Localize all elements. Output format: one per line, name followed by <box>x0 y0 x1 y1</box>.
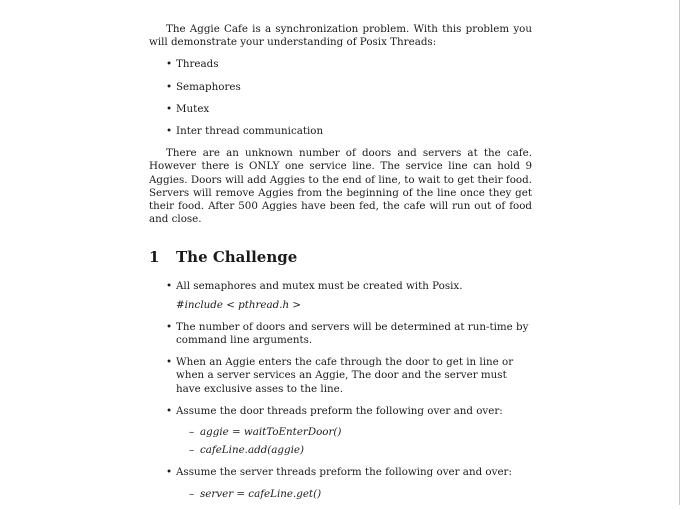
include-directive: #include < pthread.h > <box>176 298 302 311</box>
server-steps-list <box>176 488 532 501</box>
topic-item: • Mutex <box>149 103 532 116</box>
challenge-item <box>149 280 532 311</box>
topic-list <box>149 58 532 138</box>
section-heading <box>149 248 532 266</box>
challenge-item <box>149 321 532 347</box>
door-steps-list <box>176 426 532 457</box>
section-title: The Challenge <box>176 248 298 267</box>
challenge-item <box>149 405 532 458</box>
code-step: – cafeLine.add(aggie) <box>176 444 532 457</box>
challenge-item <box>149 466 532 500</box>
section-number: 1 <box>149 248 160 267</box>
challenge-item-text: Assume the door threads preform the following over and over: <box>176 404 503 417</box>
challenge-item-text: When an Aggie enters the cafe through the door to get in line or when a server services an Aggie, The door and the server must have exclusive asses to the line. <box>176 356 514 395</box>
topic-item: • Inter thread communication <box>149 125 532 138</box>
challenge-list <box>149 280 532 500</box>
topic-item: • Threads <box>149 58 532 71</box>
code-step: – server = cafeLine.get() <box>176 488 532 501</box>
challenge-item <box>149 356 532 396</box>
document-body <box>149 23 532 510</box>
intro-paragraph: The Aggie Cafe is a synchronization problem. With this problem you will demonstrate your understanding of Posix Threads: <box>149 23 532 49</box>
challenge-item-text: All semaphores and mutex must be created with Posix. <box>176 280 463 293</box>
challenge-item-text: The number of doors and servers will be determined at run-time by command line arguments. <box>176 320 529 347</box>
challenge-item-text: Assume the server threads preform the following over and over: <box>176 466 512 479</box>
code-step: – aggie = waitToEnterDoor() <box>176 426 532 439</box>
description-paragraph: There are an unknown number of doors and servers at the cafe. However there is ONLY one service line. The service line can hold 9 Aggies. Doors will add Aggies to the end of line, to wait to get their food. Servers will remove Aggies from the beginning of the line once they get their food. After 500 Aggies have been fed, the cafe will run out of food and close. <box>149 147 532 226</box>
topic-item: • Semaphores <box>149 81 532 94</box>
